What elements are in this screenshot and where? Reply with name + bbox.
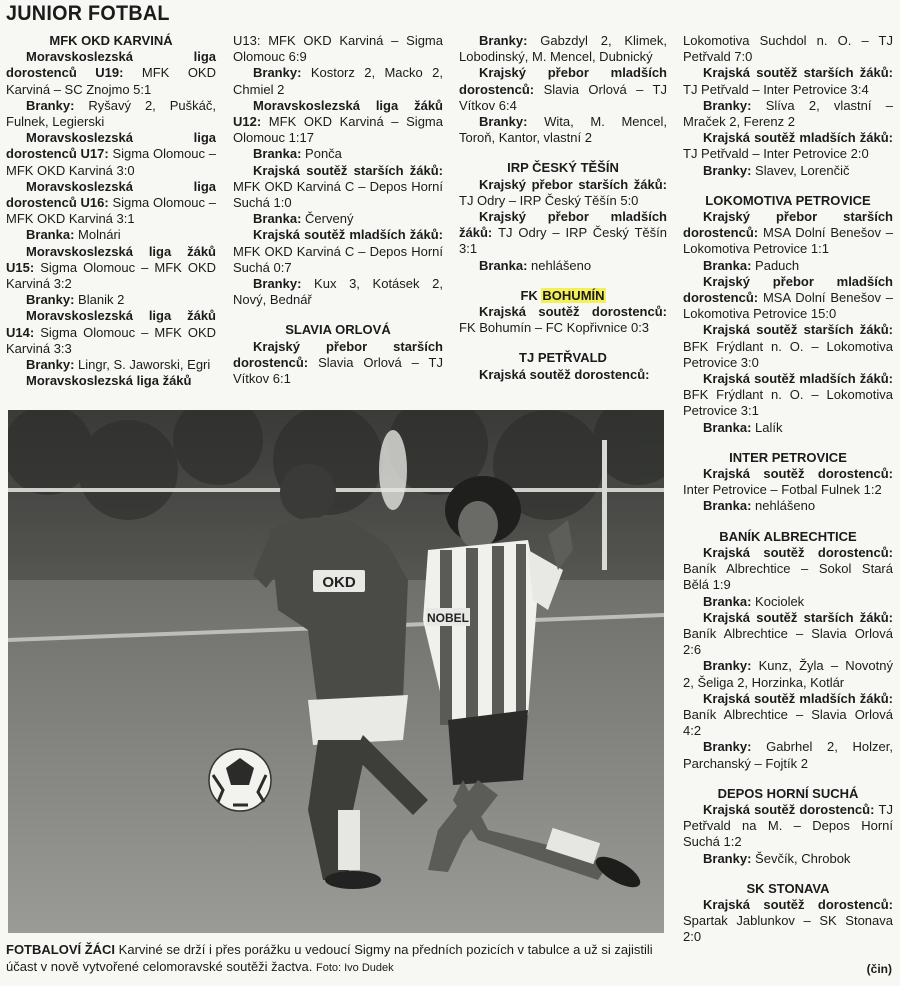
caption-text: Karviné se drží i přes porážku u vedoucí Sigmy na předních pozicích v tabulce a už si zajistili účast v nově vytvořené celomoravské soutěži žactva.: [6, 942, 653, 974]
league-result: Krajský přebor starších dorostenců: Slavia Orlová – TJ Vítkov 6:1: [233, 338, 443, 387]
club-heading: MFK OKD KARVINÁ: [49, 33, 173, 48]
scorers: Branka: Kociolek: [703, 593, 805, 609]
scorers: Branka: nehlášeno: [479, 257, 592, 273]
league-result: Krajský přebor starších žáků: TJ Odry – IRP Český Těšín 5:0: [459, 176, 667, 208]
league-result: Krajská soutěž starších žáků: BFK Frýdlant n. O. – Lokomotiva Petrovice 3:0: [683, 322, 893, 370]
club-heading: SK STONAVA: [746, 880, 830, 896]
league-result: Krajská soutěž dorostenců: Spartak Jablunkov – SK Stonava 2:0: [683, 896, 893, 945]
club-heading: IRP ČESKÝ TĚŠÍN: [507, 160, 619, 176]
highlight-mark: BOHUMÍN: [542, 287, 605, 303]
league-result-continued: Lokomotiva Suchdol n. O. – TJ Petřvald 7:0: [683, 33, 893, 65]
club-heading: DEPOS HORNÍ SUCHÁ: [717, 785, 859, 801]
scorers: Branky: Kux 3, Kotásek 2, Nový, Bednář: [233, 276, 443, 308]
author-signature: (čin): [866, 962, 892, 976]
league-result: Moravskoslezská liga žáků U14: Sigma Olomouc – MFK OKD Karviná 3:3: [6, 308, 216, 356]
shirt-sponsor-right: NOBEL: [427, 611, 469, 625]
match-photo: [8, 410, 664, 933]
league-result: Krajská soutěž mladších žáků: BFK Frýdlant n. O. – Lokomotiva Petrovice 3:1: [683, 371, 893, 419]
league-result: Krajská soutěž starších žáků: MFK OKD Karviná C – Depos Horní Suchá 1:0: [233, 162, 443, 211]
scorers: Branky: Kunz, Žyla – Novotný 2, Šeliga 2, Horzinka, Kotlár: [683, 658, 893, 690]
league-result: Krajská soutěž dorostenců: Baník Albrechtice – Sokol Stará Bělá 1:9: [683, 544, 893, 593]
scorers: Branka: Paduch: [703, 257, 800, 273]
league-result: Krajská soutěž dorostenců: Inter Petrovice – Fotbal Fulnek 1:2: [683, 466, 893, 498]
league-result: Krajská soutěž dorostenců: FK Bohumín – FC Kopřivnice 0:3: [459, 304, 667, 336]
league-result: Moravskoslezská liga dorostenců U19: MFK OKD Karviná – SC Znojmo 5:1: [6, 49, 216, 97]
match-photo-illustration: [8, 410, 664, 933]
photo-caption: [6, 941, 670, 977]
caption-heading: FOTBALOVÍ ŽÁCI: [6, 942, 116, 957]
club-heading: LOKOMOTIVA PETROVICE: [705, 192, 871, 208]
scorers: Branky: Blanik 2: [26, 292, 125, 308]
league-result-continued: U13: MFK OKD Karviná – Sigma Olomouc 6:9: [233, 33, 443, 65]
scorers: Branky: Wita, M. Mencel, Toroň, Kantor, vlastní 2: [459, 114, 667, 146]
column-4: [683, 33, 893, 946]
scorers: Branky: Ryšavý 2, Puškáč, Fulnek, Legierski: [6, 97, 216, 130]
league-result: Krajský přebor mladších dorostenců: Slavia Orlová – TJ Vítkov 6:4: [459, 65, 667, 113]
league-result: Moravskoslezská liga žáků: [26, 373, 192, 389]
club-heading: INTER PETROVICE: [729, 449, 847, 465]
scorers: Branky: Lingr, S. Jaworski, Egri: [26, 357, 211, 373]
fence-rail: [8, 488, 664, 492]
club-heading-highlighted: FK BOHUMÍN: [520, 287, 605, 303]
scorers: Branky: Slíva 2, vlastní – Mraček 2, Ferenz 2: [683, 97, 893, 130]
league-result: Moravskoslezská liga žáků U15: Sigma Olomouc – MFK OKD Karviná 3:2: [6, 243, 216, 292]
league-result: Krajský přebor mladších žáků: TJ Odry – IRP Český Těšín 3:1: [459, 209, 667, 257]
shirt-sponsor-left: OKD: [322, 574, 356, 591]
headline: JUNIOR FOTBAL: [6, 2, 170, 25]
league-result: Krajský přebor starších dorostenců: MSA Dolní Benešov – Lokomotiva Petrovice 1:1: [683, 209, 893, 257]
scorers: Branky: Gabzdyl 2, Klimek, Lobodinský, M. Mencel, Dubnický: [459, 33, 667, 65]
column-3: [459, 33, 667, 383]
club-heading: TJ PETŘVALD: [519, 350, 607, 366]
league-result: Moravskoslezská liga dorostenců U17: Sigma Olomouc – MFK OKD Karviná 3:0: [6, 130, 216, 178]
scorers: Branka: Červený: [253, 211, 354, 227]
league-result: Krajská soutěž mladších žáků: TJ Petřvald – Inter Petrovice 2:0: [683, 130, 893, 162]
column-1: [6, 33, 216, 389]
scorers: Branka: Ponča: [253, 146, 342, 162]
league-result: Krajská soutěž starších žáků: TJ Petřvald – Inter Petrovice 3:4: [683, 65, 893, 97]
league-result: Krajský přebor mladších dorostenců: MSA Dolní Benešov – Lokomotiva Petrovice 15:0: [683, 273, 893, 322]
club-heading: BANÍK ALBRECHTICE: [719, 528, 857, 544]
photo-credit: Foto: Ivo Dudek: [316, 962, 394, 974]
scorers: Branka: Lalík: [703, 419, 783, 435]
scorers: Branky: Slavev, Lorenčič: [703, 162, 850, 178]
scorers: Branky: Kostorz 2, Macko 2, Chmiel 2: [233, 65, 443, 97]
scorers: Branky: Gabrhel 2, Holzer, Parchanský – Fojtík 2: [683, 739, 893, 771]
league-result: Moravskoslezská liga žáků U12: MFK OKD Karviná – Sigma Olomouc 1:17: [233, 97, 443, 146]
scorers: Branka: Molnári: [26, 227, 121, 243]
league-result: Krajská soutěž dorostenců: TJ Petřvald na M. – Depos Horní Suchá 1:2: [683, 801, 893, 850]
league-result: Moravskoslezská liga dorostenců U16: Sigma Olomouc – MFK OKD Karviná 3:1: [6, 178, 216, 227]
scorers: Branky: Ševčík, Chrobok: [703, 850, 851, 866]
league-result: Krajská soutěž mladších žáků: MFK OKD Karviná C – Depos Horní Suchá 0:7: [233, 227, 443, 275]
football: [209, 749, 271, 811]
scorers: Branka: nehlášeno: [703, 498, 816, 514]
column-2: [233, 33, 443, 387]
club-heading: SLAVIA ORLOVÁ: [285, 322, 391, 338]
league-result: Krajská soutěž starších žáků: Baník Albrechtice – Slavia Orlová 2:6: [683, 609, 893, 658]
league-result: Krajská soutěž dorostenců:: [479, 366, 650, 382]
league-result: Krajská soutěž mladších žáků: Baník Albrechtice – Slavia Orlová 4:2: [683, 690, 893, 739]
